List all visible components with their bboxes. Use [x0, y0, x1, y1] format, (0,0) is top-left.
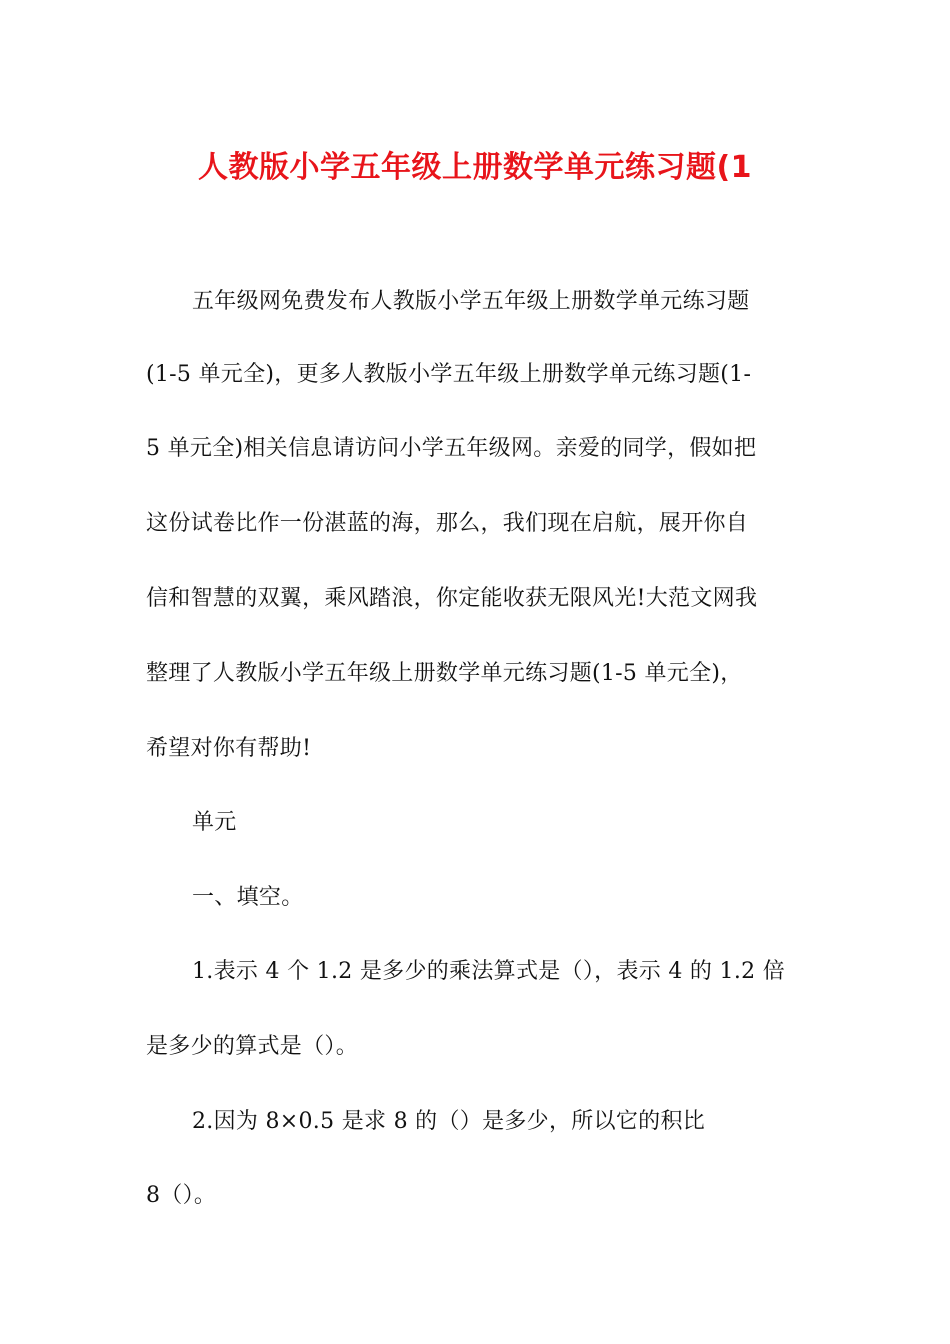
paragraph-line: 5 单元全)相关信息请访问小学五年级网。亲爱的同学，假如把 [146, 436, 757, 461]
paragraph-line: (1-5 单元全)，更多人教版小学五年级上册数学单元练习题(1- [146, 362, 752, 387]
paragraph-line: 整理了人教版小学五年级上册数学单元练习题(1-5 单元全)， [146, 661, 743, 686]
question-line: 8（）。 [146, 1183, 217, 1208]
section-heading: 单元 [192, 810, 237, 835]
question-line: 2.因为 8×0.5 是求 8 的（）是多少，所以它的积比 [192, 1109, 706, 1134]
paragraph-line: 信和智慧的双翼，乘风踏浪，你定能收获无限风光!大范文网我 [146, 586, 758, 611]
question-line: 1.表示 4 个 1.2 是多少的乘法算式是（），表示 4 的 1.2 倍 [192, 959, 786, 984]
document-title: 人教版小学五年级上册数学单元练习题(1 [197, 150, 753, 185]
paragraph-line: 五年级网免费发布人教版小学五年级上册数学单元练习题 [192, 289, 750, 314]
paragraph-line: 这份试卷比作一份湛蓝的海，那么，我们现在启航，展开你自 [146, 511, 749, 536]
question-line: 是多少的算式是（）。 [146, 1034, 359, 1059]
paragraph-line: 希望对你有帮助! [146, 736, 312, 761]
subsection-heading: 一、填空。 [192, 885, 304, 910]
